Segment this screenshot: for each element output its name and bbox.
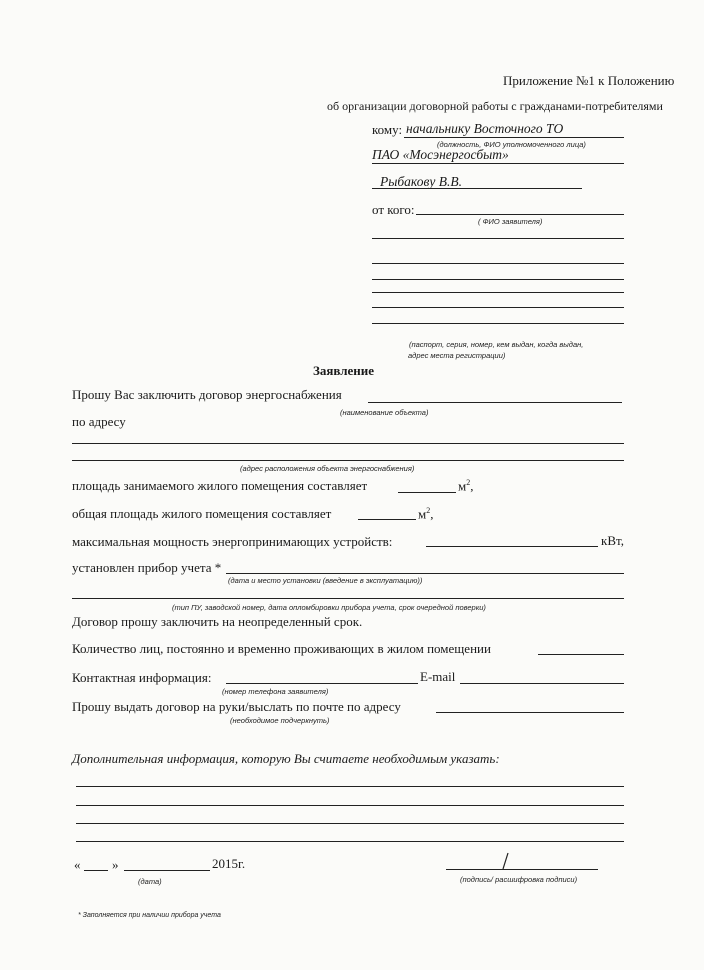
from-extra-line-5 [372,307,624,308]
address-caption: (адрес расположения объекта энергоснабжения) [240,464,415,473]
request-text: Прошу Вас заключить договор энергоснабжения [72,387,342,402]
passport-caption-2: адрес места регистрации) [408,351,506,360]
to-value: начальнику Восточного ТО [406,121,564,136]
object-caption: (наименование объекта) [340,408,429,417]
delivery-line [436,712,624,713]
footnote: * Заполняется при наличии прибора учета [78,912,221,919]
document-title: Заявление [313,363,375,378]
address-line-1 [72,443,624,444]
to-caption: (должность, ФИО уполномоченного лица) [437,140,586,149]
address-label: по адресу [72,414,126,429]
from-extra-line-3 [372,279,624,280]
from-label: от кого: [372,202,415,217]
signature-line [446,869,598,870]
to-label: кому: [372,122,403,137]
date-year: 2015г. [212,856,246,871]
org-line [372,163,624,164]
contract-term-text: Договор прошу заключить на неопределенный срок. [72,614,363,629]
from-extra-line-6 [372,323,624,324]
meter-line-1 [226,573,624,574]
contact-label: Контактная информация: [72,670,212,685]
max-power-label: максимальная мощность энергопринимающих устройств: [72,534,393,549]
delivery-caption: (необходимое подчеркнуть) [230,716,330,725]
date-quote-open: « [74,857,81,872]
additional-info-label: Дополнительная информация, которую Вы считаете необходимым указать: [72,751,500,766]
email-label: E-mail [420,669,456,684]
person-value: Рыбакову В.В. [380,174,462,189]
occupied-area-line [398,492,456,493]
total-area-unit: $м^2$, [418,506,434,522]
max-power-unit: кВт, [601,533,624,548]
from-line [416,214,624,215]
phone-caption: (номер телефона заявителя) [222,687,329,696]
date-caption: (дата) [138,877,162,886]
from-caption: ( ФИО заявителя) [478,217,543,226]
additional-line-2 [76,805,624,806]
appendix-label: Приложение №1 к Положению [503,73,675,88]
email-line [460,683,624,684]
appendix-subtitle: об организации договорной работы с гражданами-потребителями [327,99,663,113]
signature-mark-icon [500,852,510,870]
max-power-line [426,546,598,547]
persons-label: Количество лиц, постоянно и временно проживающих в жилом помещении [72,641,491,656]
additional-line-1 [76,786,624,787]
meter-label: установлен прибор учета * [72,560,222,575]
meter-caption-2: (тип ПУ, заводской номер, дата опломбировки прибора учета, срок очередной поверки) [172,603,486,612]
meter-caption-1: (дата и место установки (введение в эксплуатацию)) [228,576,423,585]
additional-line-3 [76,823,624,824]
total-area-label: общая площадь жилого помещения составляет [72,506,332,521]
person-line [372,188,582,189]
org-value: ПАО «Мосэнергосбыт» [372,147,509,162]
object-line [368,402,622,403]
passport-caption-1: (паспорт, серия, номер, кем выдан, когда выдан, [409,340,584,349]
from-extra-line-1 [372,238,624,239]
address-line-2 [72,460,624,461]
occupied-area-label: площадь занимаемого жилого помещения составляет [72,478,368,493]
date-quote-close: » [112,857,119,872]
from-extra-line-4 [372,292,624,293]
from-extra-line-2 [372,263,624,264]
additional-line-4 [76,841,624,842]
persons-line [538,654,624,655]
phone-line [226,683,418,684]
date-month-line [124,870,210,871]
to-line [404,137,624,138]
occupied-area-unit: $м^2$, [458,478,474,494]
signature-caption: (подпись/ расшифровка подписи) [460,875,578,884]
meter-line-2 [72,598,624,599]
total-area-line [358,519,416,520]
delivery-label: Прошу выдать договор на руки/выслать по почте по адресу [72,699,401,714]
date-day-line [84,870,108,871]
